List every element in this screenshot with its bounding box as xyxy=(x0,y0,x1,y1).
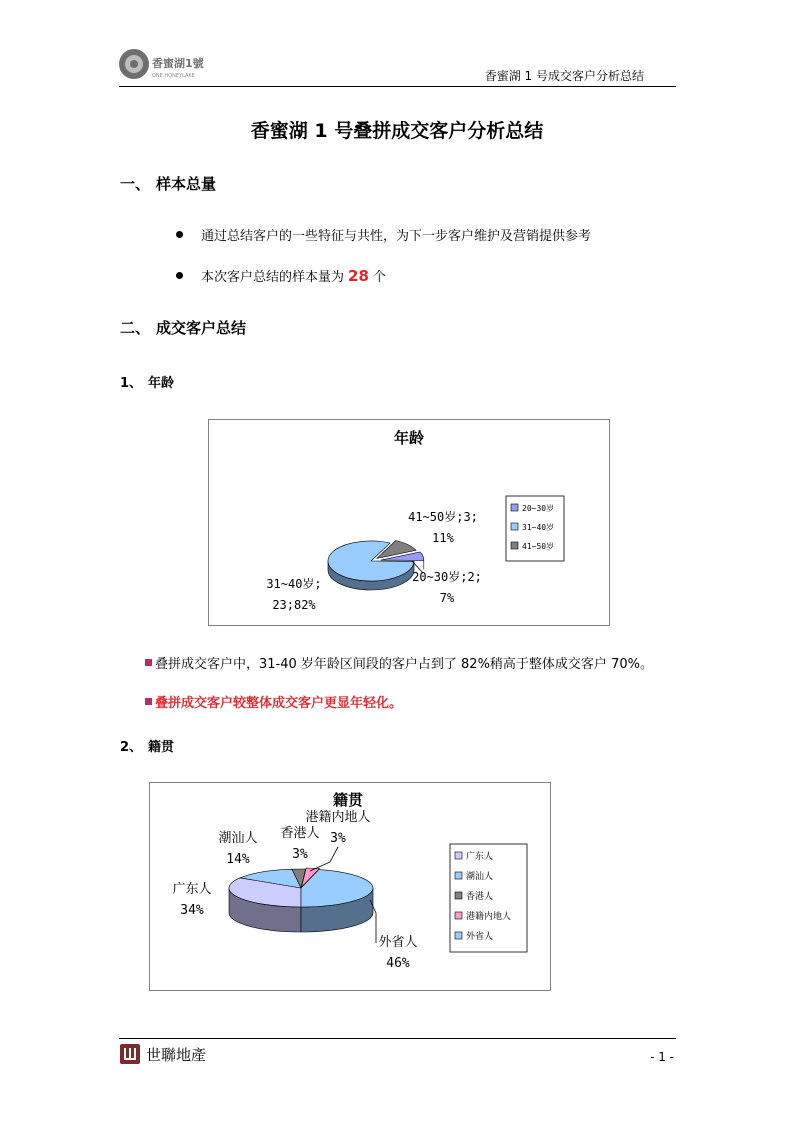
section-2-title: 成交客户总结 xyxy=(156,319,247,337)
legend-label-0: 广东人 xyxy=(466,852,494,862)
logo-text: 香蜜湖1號 xyxy=(152,57,204,70)
section-2-heading xyxy=(120,317,246,338)
data-label-0-line1: 广东人 xyxy=(172,882,212,897)
bullet-sample-size xyxy=(176,266,386,285)
header-divider xyxy=(119,86,676,87)
note-square-icon xyxy=(145,659,152,666)
legend-swatch-1 xyxy=(511,523,518,530)
subsection-origin-number: 2、 xyxy=(120,740,143,755)
data-label-2-line2: 11% xyxy=(432,531,454,545)
bullet-purpose-text: 通过总结客户的一些特征与共性，为下一步客户维护及营销提供参考 xyxy=(201,229,592,244)
header-title: 香蜜湖 1 号成交客户分析总结 xyxy=(484,69,644,83)
section-2-number: 二、 xyxy=(120,319,151,337)
data-label-1-line2: 14% xyxy=(226,852,250,867)
bullet-dot-icon xyxy=(176,272,183,279)
data-label-1-line1: 31~40岁; xyxy=(266,577,322,591)
legend-label-4: 外省人 xyxy=(466,932,494,942)
bullet-dot-icon xyxy=(176,231,183,238)
chart-title: 籍贯 xyxy=(332,791,364,809)
legend-swatch-0 xyxy=(455,852,462,859)
data-label-4-line2: 46% xyxy=(386,956,410,971)
data-label-2-line2: 3% xyxy=(292,847,308,862)
data-label-3-line2: 3% xyxy=(330,831,346,846)
age-chart xyxy=(208,419,610,626)
leader-line xyxy=(310,847,338,871)
origin-chart xyxy=(149,782,551,991)
note-age-share-text: 叠拼成交客户中，31-40 岁年龄区间段的客户占到了 82%稍高于整体成交客户 70%。 xyxy=(155,657,653,672)
data-label-3-line1: 港籍内地人 xyxy=(305,810,371,825)
section-1-heading xyxy=(120,173,216,194)
legend-swatch-3 xyxy=(455,912,462,919)
footer-company: 世聯地產 xyxy=(146,1046,207,1064)
data-label-1-line2: 23;82% xyxy=(272,598,316,612)
note-younger xyxy=(145,692,402,711)
page-number: - 1 - xyxy=(650,1050,674,1064)
origin-chart-svg xyxy=(150,783,550,990)
note-square-icon xyxy=(145,698,152,705)
logo-subtext: ONE HONEYLAKE xyxy=(152,73,195,79)
legend-label-2: 41~50岁 xyxy=(522,542,555,551)
legend-swatch-4 xyxy=(455,932,462,939)
section-1-title: 样本总量 xyxy=(156,175,217,193)
note-younger-text: 叠拼成交客户较整体成交客户更显年轻化。 xyxy=(155,696,403,711)
data-label-0-line2: 34% xyxy=(180,903,204,918)
legend-swatch-2 xyxy=(455,892,462,899)
subsection-age-title: 年龄 xyxy=(148,376,175,391)
legend-label-3: 港籍内地人 xyxy=(466,912,512,922)
data-label-1-line1: 潮汕人 xyxy=(218,831,258,846)
data-label-4-line1: 外省人 xyxy=(378,935,418,950)
bullet-purpose xyxy=(176,225,591,244)
chart-title: 年龄 xyxy=(393,429,425,447)
data-label-0-line2: 7% xyxy=(439,591,455,605)
data-label-2-line1: 41~50岁;3; xyxy=(408,510,478,524)
bullet-sample-suffix: 个 xyxy=(372,270,386,285)
document-title: 香蜜湖 1 号叠拼成交客户分析总结 xyxy=(250,120,544,142)
subsection-origin-title: 籍贯 xyxy=(148,740,175,755)
sample-count: 28 xyxy=(348,267,369,285)
subsection-age-heading xyxy=(120,372,174,391)
note-age-share xyxy=(145,653,653,672)
data-label-2-line1: 香港人 xyxy=(280,826,320,841)
honeylake-logo xyxy=(114,40,224,86)
footer-divider xyxy=(119,1038,676,1039)
legend-label-0: 20~30岁 xyxy=(522,504,555,513)
subsection-origin-heading xyxy=(120,736,174,755)
subsection-age-number: 1、 xyxy=(120,376,143,391)
age-chart-svg xyxy=(209,420,609,625)
legend-swatch-2 xyxy=(511,542,518,549)
shilian-logo xyxy=(120,1042,230,1066)
legend-label-1: 潮汕人 xyxy=(466,872,494,882)
data-label-0-line1: 20~30岁;2; xyxy=(412,570,482,584)
legend-label-1: 31~40岁 xyxy=(522,523,555,532)
legend-swatch-0 xyxy=(511,504,518,511)
bullet-sample-prefix: 本次客户总结的样本量为 xyxy=(201,270,345,285)
section-1-number: 一、 xyxy=(120,175,151,193)
legend-swatch-1 xyxy=(455,872,462,879)
legend-label-2: 香港人 xyxy=(466,892,494,902)
